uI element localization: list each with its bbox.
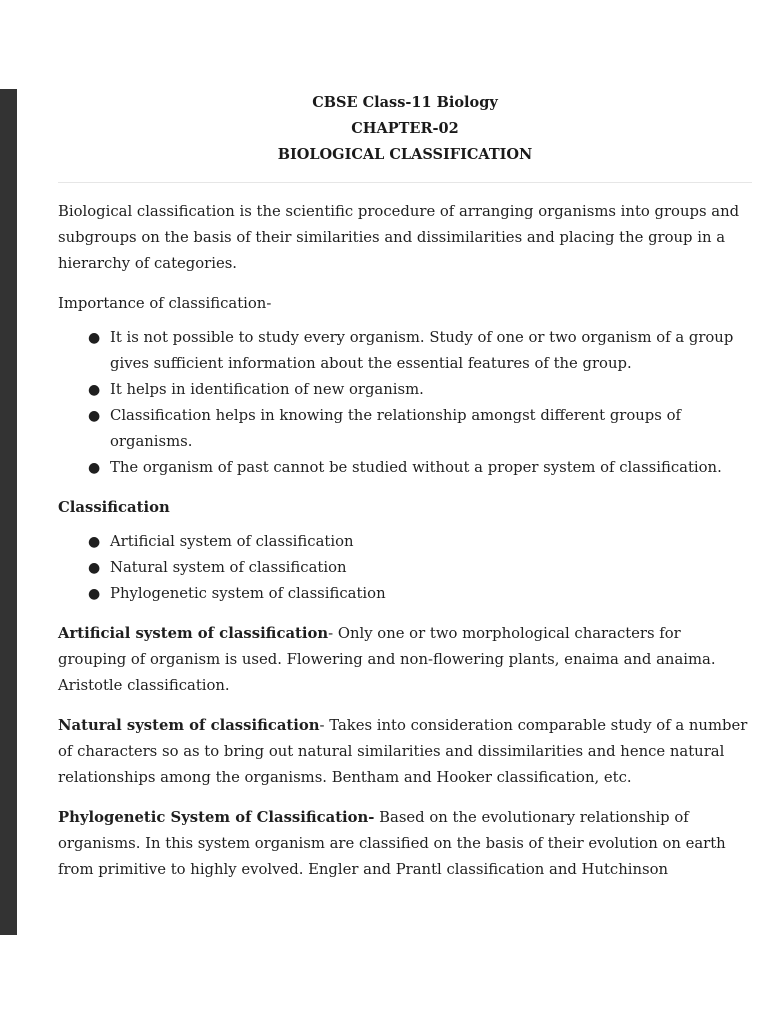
header-subject: CBSE Class-11 Biology [312,94,498,111]
bullet-icon: ● [88,382,101,398]
document-page [58,90,752,897]
artificial-system-term: Artificial system of classification [58,625,329,642]
list-item: ● The organism of past cannot be studied without a proper system of classification. [110,455,752,481]
left-sidebar-bar [0,89,17,935]
importance-heading: Importance of classification- [58,295,272,312]
bullet-icon: ● [88,534,101,550]
intro-paragraph: Biological classification is the scientific procedure of arranging organisms into groups and subgroups on the basis of their similarities and dissimilarities and placing the group in a hierarchy of categories. [58,203,740,272]
header-chapter: CHAPTER-02 [351,120,459,137]
header-divider [58,182,752,183]
bullet-icon: ● [88,560,101,576]
list-item: ● It helps in identification of new organism. [110,377,752,403]
bullet-icon: ● [88,586,101,602]
bullet-icon: ● [88,408,101,424]
natural-system-term: Natural system of classification [58,717,320,734]
phylogenetic-system-text: Based on the evolutionary relationship of organisms. In this system organism are classified on the basis of their evolution on earth from primitive to highly evolved. Engler and Prantl classification and Hutchinson [58,809,726,878]
document-header [58,90,752,168]
list-item: ● Artificial system of classification [110,529,752,555]
artificial-system-text: - Only one or two morphological characters for grouping of organism is used. Flowering and non-flowering plants, enaima and anaima. Aristotle classification. [58,625,716,694]
classification-heading: Classification [58,499,170,516]
artificial-system-paragraph [58,621,752,699]
list-item: ● Natural system of classification [110,555,752,581]
bullet-icon: ● [88,330,101,346]
header-title: BIOLOGICAL CLASSIFICATION [277,146,533,163]
list-item: ● Classification helps in knowing the relationship amongst different groups of organisms. [110,403,752,455]
importance-list [58,325,752,481]
natural-system-text: - Takes into consideration comparable study of a number of characters so as to bring out natural similarities and dissimilarities and hence natural relationships among the organisms. Bentham and Hooker classification, etc. [58,717,748,786]
list-item: ● It is not possible to study every organism. Study of one or two organism of a group gives sufficient information about the essential features of the group. [110,325,752,377]
phylogenetic-system-term: Phylogenetic System of Classification- [58,809,375,826]
phylogenetic-system-paragraph [58,805,752,883]
classification-list [58,529,752,607]
natural-system-paragraph [58,713,752,791]
list-item: ● Phylogenetic system of classification [110,581,752,607]
bullet-icon: ● [88,460,101,476]
